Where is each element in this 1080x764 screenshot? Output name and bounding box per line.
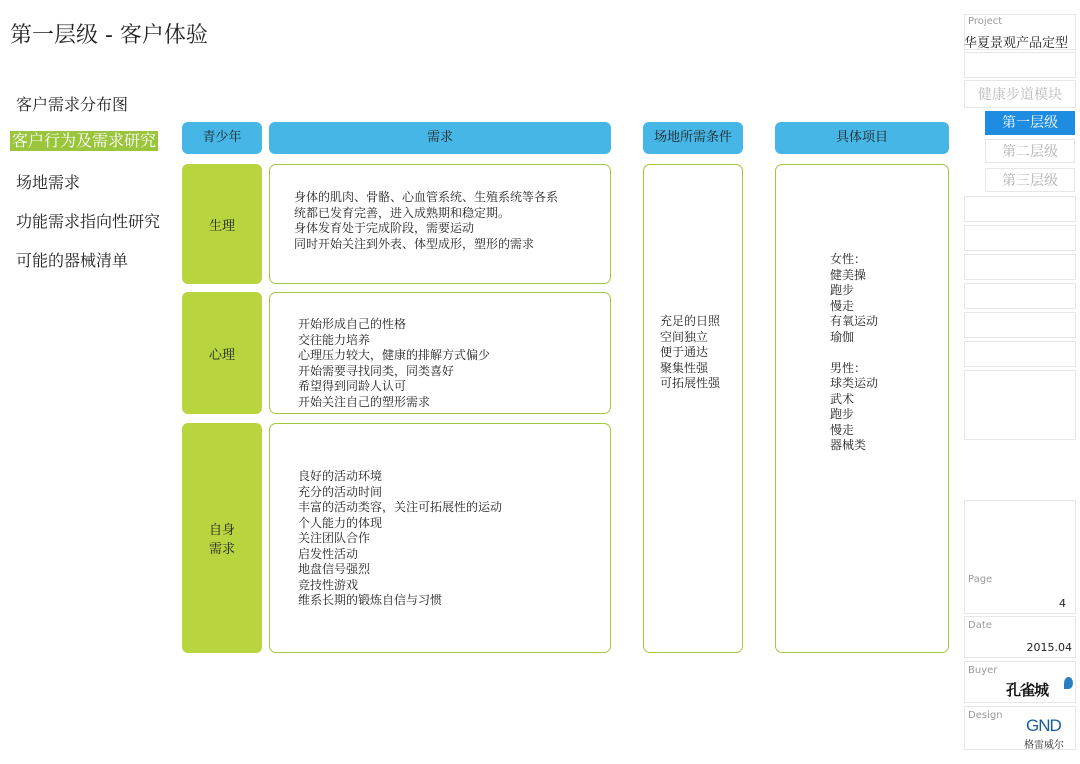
date-label: Date [968,620,992,631]
page-title: 第一层级 - 客户体验 [10,23,208,48]
left-nav [12,92,161,287]
design-logo-sub: 格雷威尔 [1024,740,1064,751]
nav-item-equipment-list[interactable]: 可能的器械清单 [16,251,129,270]
sidebar-blank-cell [964,254,1076,280]
category-label: 自身 需求 [208,523,235,557]
header-needs: 需求 [269,122,611,154]
needs-text: 开始形成自己的性格 交往能力培养 心理压力较大，健康的排解方式偏少 开始需要寻找同类，同类喜好 希望得到同龄人认可 开始关注自己的塑形需求 [298,317,491,409]
site-conditions-text: 充足的日照 空间独立 便于通达 聚集性强 可拓展性强 [660,314,721,390]
category-label: 心理 [208,347,235,363]
site-conditions-box [643,164,743,653]
buyer-label: Buyer [968,665,998,676]
sidebar-blank-cell [964,283,1076,309]
header-group: 青少年 [182,122,262,154]
category-self-needs [182,423,262,653]
project-name: 华夏景观产品定型 [964,36,1069,51]
category-physiological [182,164,262,284]
design-logo: GND [1026,716,1061,735]
project-label: Project [968,16,1003,27]
level-3-tab[interactable]: 第三层级 [985,168,1075,192]
nav-item-behavior-research[interactable]: 客户行为及需求研究 [12,131,157,150]
date-value: 2015.04 [1026,641,1072,654]
category-psychological [182,292,262,414]
module-label[interactable]: 健康步道模块 [964,80,1076,108]
design-label: Design [968,710,1003,721]
sidebar-blank-cell [964,52,1076,78]
specific-items-box [775,164,949,653]
nav-item-distribution[interactable]: 客户需求分布图 [16,95,129,114]
page-label: Page [968,574,993,585]
needs-box-physiological [269,164,611,284]
header-site-conditions: 场地所需条件 [643,122,743,154]
sidebar-blank-cell [964,196,1076,222]
nav-item-function-research[interactable]: 功能需求指向性研究 [16,212,161,231]
sidebar-blank-cell [964,312,1076,338]
needs-text: 身体的肌肉、骨骼、心血管系统、生殖系统等各系 统都已发育完善，进入成熟期和稳定期。 身体发育处于完成阶段，需要运动 同时开始关注到外表、体型成形，塑形的需求 [294,190,559,251]
sidebar-blank-cell [964,370,1076,440]
level-1-tab[interactable]: 第一层级 [985,111,1075,135]
needs-box-self-needs [269,423,611,653]
buyer-logo: 孔雀城 [1006,681,1049,699]
sidebar-blank-cell [964,225,1076,251]
category-label: 生理 [208,218,235,234]
specific-items-text: 女性： 健美操 跑步 慢走 有氧运动 瑜伽 男性： 球类运动 武术 跑步 慢走 器械类 [830,252,879,452]
needs-box-psychological [269,292,611,414]
page-number: 4 [1059,597,1066,610]
needs-text: 良好的活动环境 充分的活动时间 丰富的活动类容，关注可拓展性的运动 个人能力的体现 关注团队合作 启发性活动 地盘信号强烈 竞技性游戏 维系长期的锻炼自信与习惯 [298,469,503,607]
nav-item-site-needs[interactable]: 场地需求 [16,173,81,192]
feather-icon [1064,677,1073,689]
level-2-tab[interactable]: 第二层级 [985,139,1075,163]
sidebar-blank-cell [964,341,1076,367]
header-specific-items: 具体项目 [775,122,949,154]
